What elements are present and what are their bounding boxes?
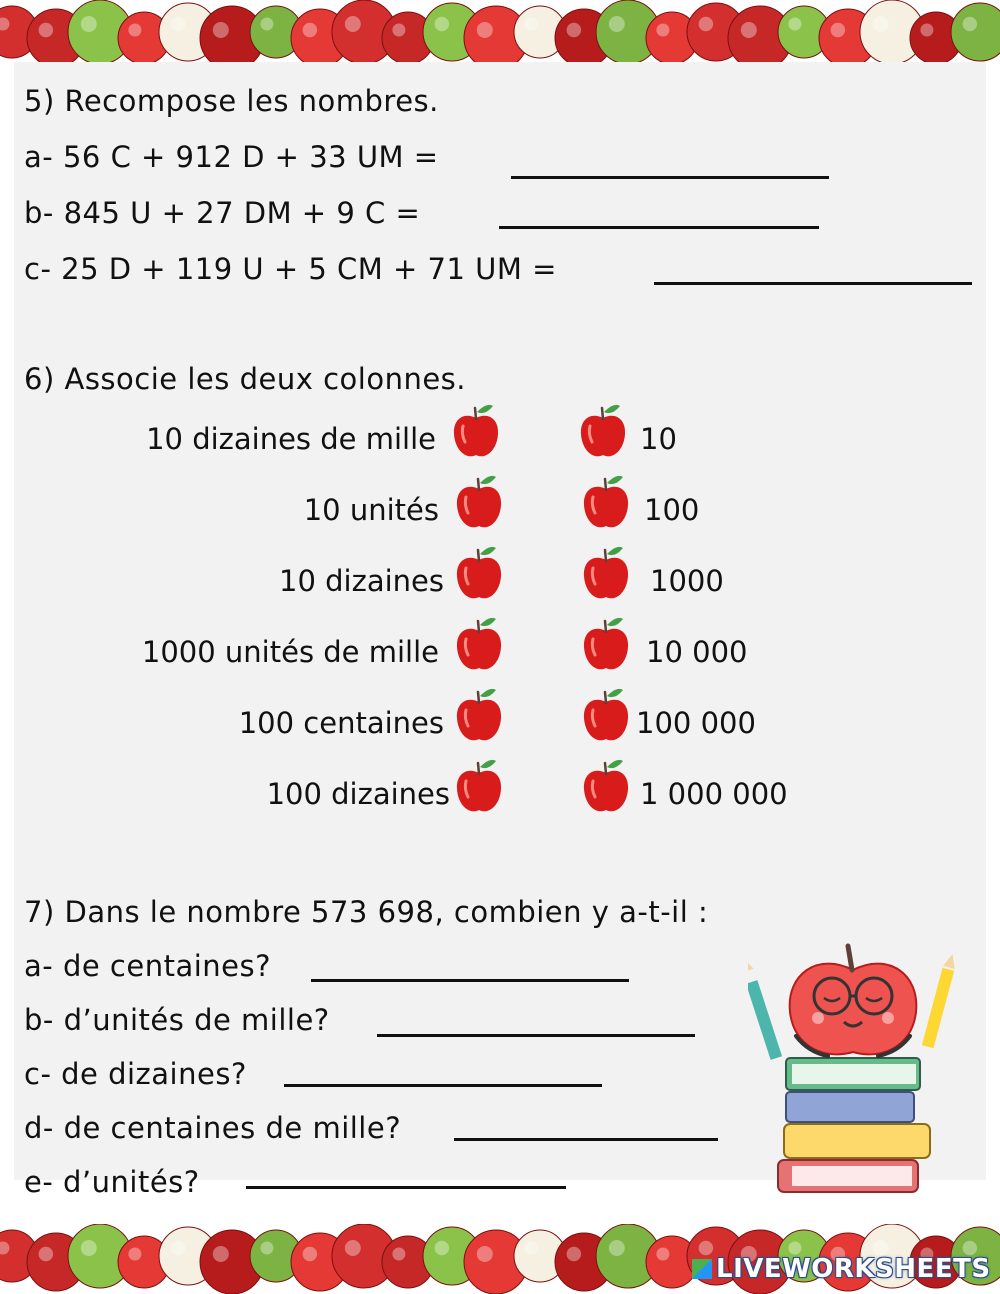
border-apple-highlight: [788, 18, 801, 31]
exercise-5-title: 5) Recompose les nombres.: [24, 84, 439, 118]
border-apple-highlight: [260, 1242, 273, 1255]
border-apple-highlight: [128, 1248, 141, 1261]
exercise-5-item-c: c- 25 D + 119 U + 5 CM + 71 UM =: [24, 252, 557, 286]
answer-line-7b[interactable]: [377, 1034, 695, 1037]
apple-dot-right-4[interactable]: [579, 615, 633, 675]
answer-line-7e[interactable]: [246, 1186, 566, 1189]
border-apple-highlight: [171, 1241, 186, 1256]
left-column-item-4: 1000 unités de mille: [141, 635, 439, 669]
border-apple-highlight: [213, 22, 229, 38]
border-apple-highlight: [567, 1247, 582, 1262]
border-apple-highlight: [260, 18, 273, 31]
border-apple-highlight: [873, 16, 889, 32]
answer-line-7c[interactable]: [284, 1084, 602, 1087]
apple-border-top: [0, 0, 1000, 70]
exercise-7-item-a: a- de centaines?: [24, 949, 272, 983]
apple-dot-right-3[interactable]: [579, 544, 633, 604]
right-column-item-2: 100: [644, 493, 700, 527]
border-apple-highlight: [831, 23, 846, 38]
answer-line-7a[interactable]: [311, 979, 629, 982]
border-apple-highlight: [920, 24, 933, 37]
border-apple-highlight: [477, 1246, 493, 1262]
border-apple: [951, 3, 1000, 61]
apple-dot-right-2[interactable]: [579, 473, 633, 533]
border-apple-highlight: [81, 1240, 97, 1256]
answer-line-5a[interactable]: [511, 176, 829, 179]
right-column-item-6: 1 000 000: [640, 777, 788, 811]
border-apple-highlight: [392, 24, 405, 37]
border-apple-highlight: [963, 17, 978, 32]
right-column-item-4: 10 000: [646, 635, 748, 669]
exercise-7-title: 7) Dans le nombre 573 698, combien y a-t-il :: [24, 895, 709, 929]
border-apple-highlight: [171, 17, 186, 32]
left-column-item-1: 10 dizaines de mille: [146, 422, 436, 456]
logo-text: LIVEWORKSHEETS: [716, 1254, 991, 1284]
border-apple-highlight: [609, 16, 625, 32]
border-apple-highlight: [303, 23, 318, 38]
border-apple-highlight: [656, 1248, 669, 1261]
right-column-item-1: 10: [640, 422, 677, 456]
border-apple-highlight: [345, 1240, 361, 1256]
exercise-7-item-d: d- de centaines de mille?: [24, 1111, 402, 1145]
answer-line-5c[interactable]: [654, 282, 972, 285]
border-apple-highlight: [81, 16, 97, 32]
exercise-5-item-a: a- 56 C + 912 D + 33 UM =: [24, 140, 439, 174]
answer-line-5b[interactable]: [499, 226, 819, 229]
exercise-6-title: 6) Associe les deux colonnes.: [24, 362, 466, 396]
apple-dot-left-5[interactable]: [452, 686, 506, 746]
border-apple-highlight: [741, 22, 757, 38]
apple-dot-left-4[interactable]: [452, 615, 506, 675]
border-apple-highlight: [39, 23, 54, 38]
border-apple-highlight: [477, 22, 493, 38]
border-apple-highlight: [392, 1248, 405, 1261]
border-apple-highlight: [213, 1246, 229, 1262]
left-column-item-2: 10 unités: [303, 493, 439, 527]
border-apple-highlight: [656, 24, 669, 37]
exercise-5-item-b: b- 845 U + 27 DM + 9 C =: [24, 196, 421, 230]
exercise-7-item-e: e- d’unités?: [24, 1165, 200, 1199]
apple-mascot-illustration: [748, 940, 958, 1200]
border-apple-highlight: [788, 1242, 801, 1255]
border-apple-highlight: [303, 1247, 318, 1262]
left-column-item-3: 10 dizaines: [279, 564, 444, 598]
border-apple-highlight: [435, 17, 450, 32]
apple-dot-left-6[interactable]: [452, 757, 506, 817]
right-column-item-3: 1000: [650, 564, 724, 598]
border-apple-highlight: [128, 24, 141, 37]
liveworksheets-logo: [692, 1254, 991, 1284]
apple-dot-left-1[interactable]: [449, 402, 503, 462]
answer-line-7d[interactable]: [454, 1138, 718, 1141]
border-apple-highlight: [699, 17, 714, 32]
border-apple-highlight: [609, 1240, 625, 1256]
apple-dot-right-5[interactable]: [579, 686, 633, 746]
right-column-item-5: 100 000: [636, 706, 756, 740]
exercise-7-item-b: b- d’unités de mille?: [24, 1003, 330, 1037]
border-apple-highlight: [567, 23, 582, 38]
border-apple-highlight: [39, 1247, 54, 1262]
apple-dot-left-2[interactable]: [452, 473, 506, 533]
border-apple-highlight: [435, 1241, 450, 1256]
left-column-item-5: 100 centaines: [238, 706, 444, 740]
border-apple-highlight: [524, 18, 537, 31]
apple-dot-left-3[interactable]: [452, 544, 506, 604]
apple-dot-right-1[interactable]: [576, 402, 630, 462]
logo-mark-icon: [692, 1259, 712, 1279]
border-apple-highlight: [524, 1242, 537, 1255]
border-apple-highlight: [345, 16, 361, 32]
apple-dot-right-6[interactable]: [579, 757, 633, 817]
exercise-7-item-c: c- de dizaines?: [24, 1057, 247, 1091]
left-column-item-6: 100 dizaines: [266, 777, 450, 811]
